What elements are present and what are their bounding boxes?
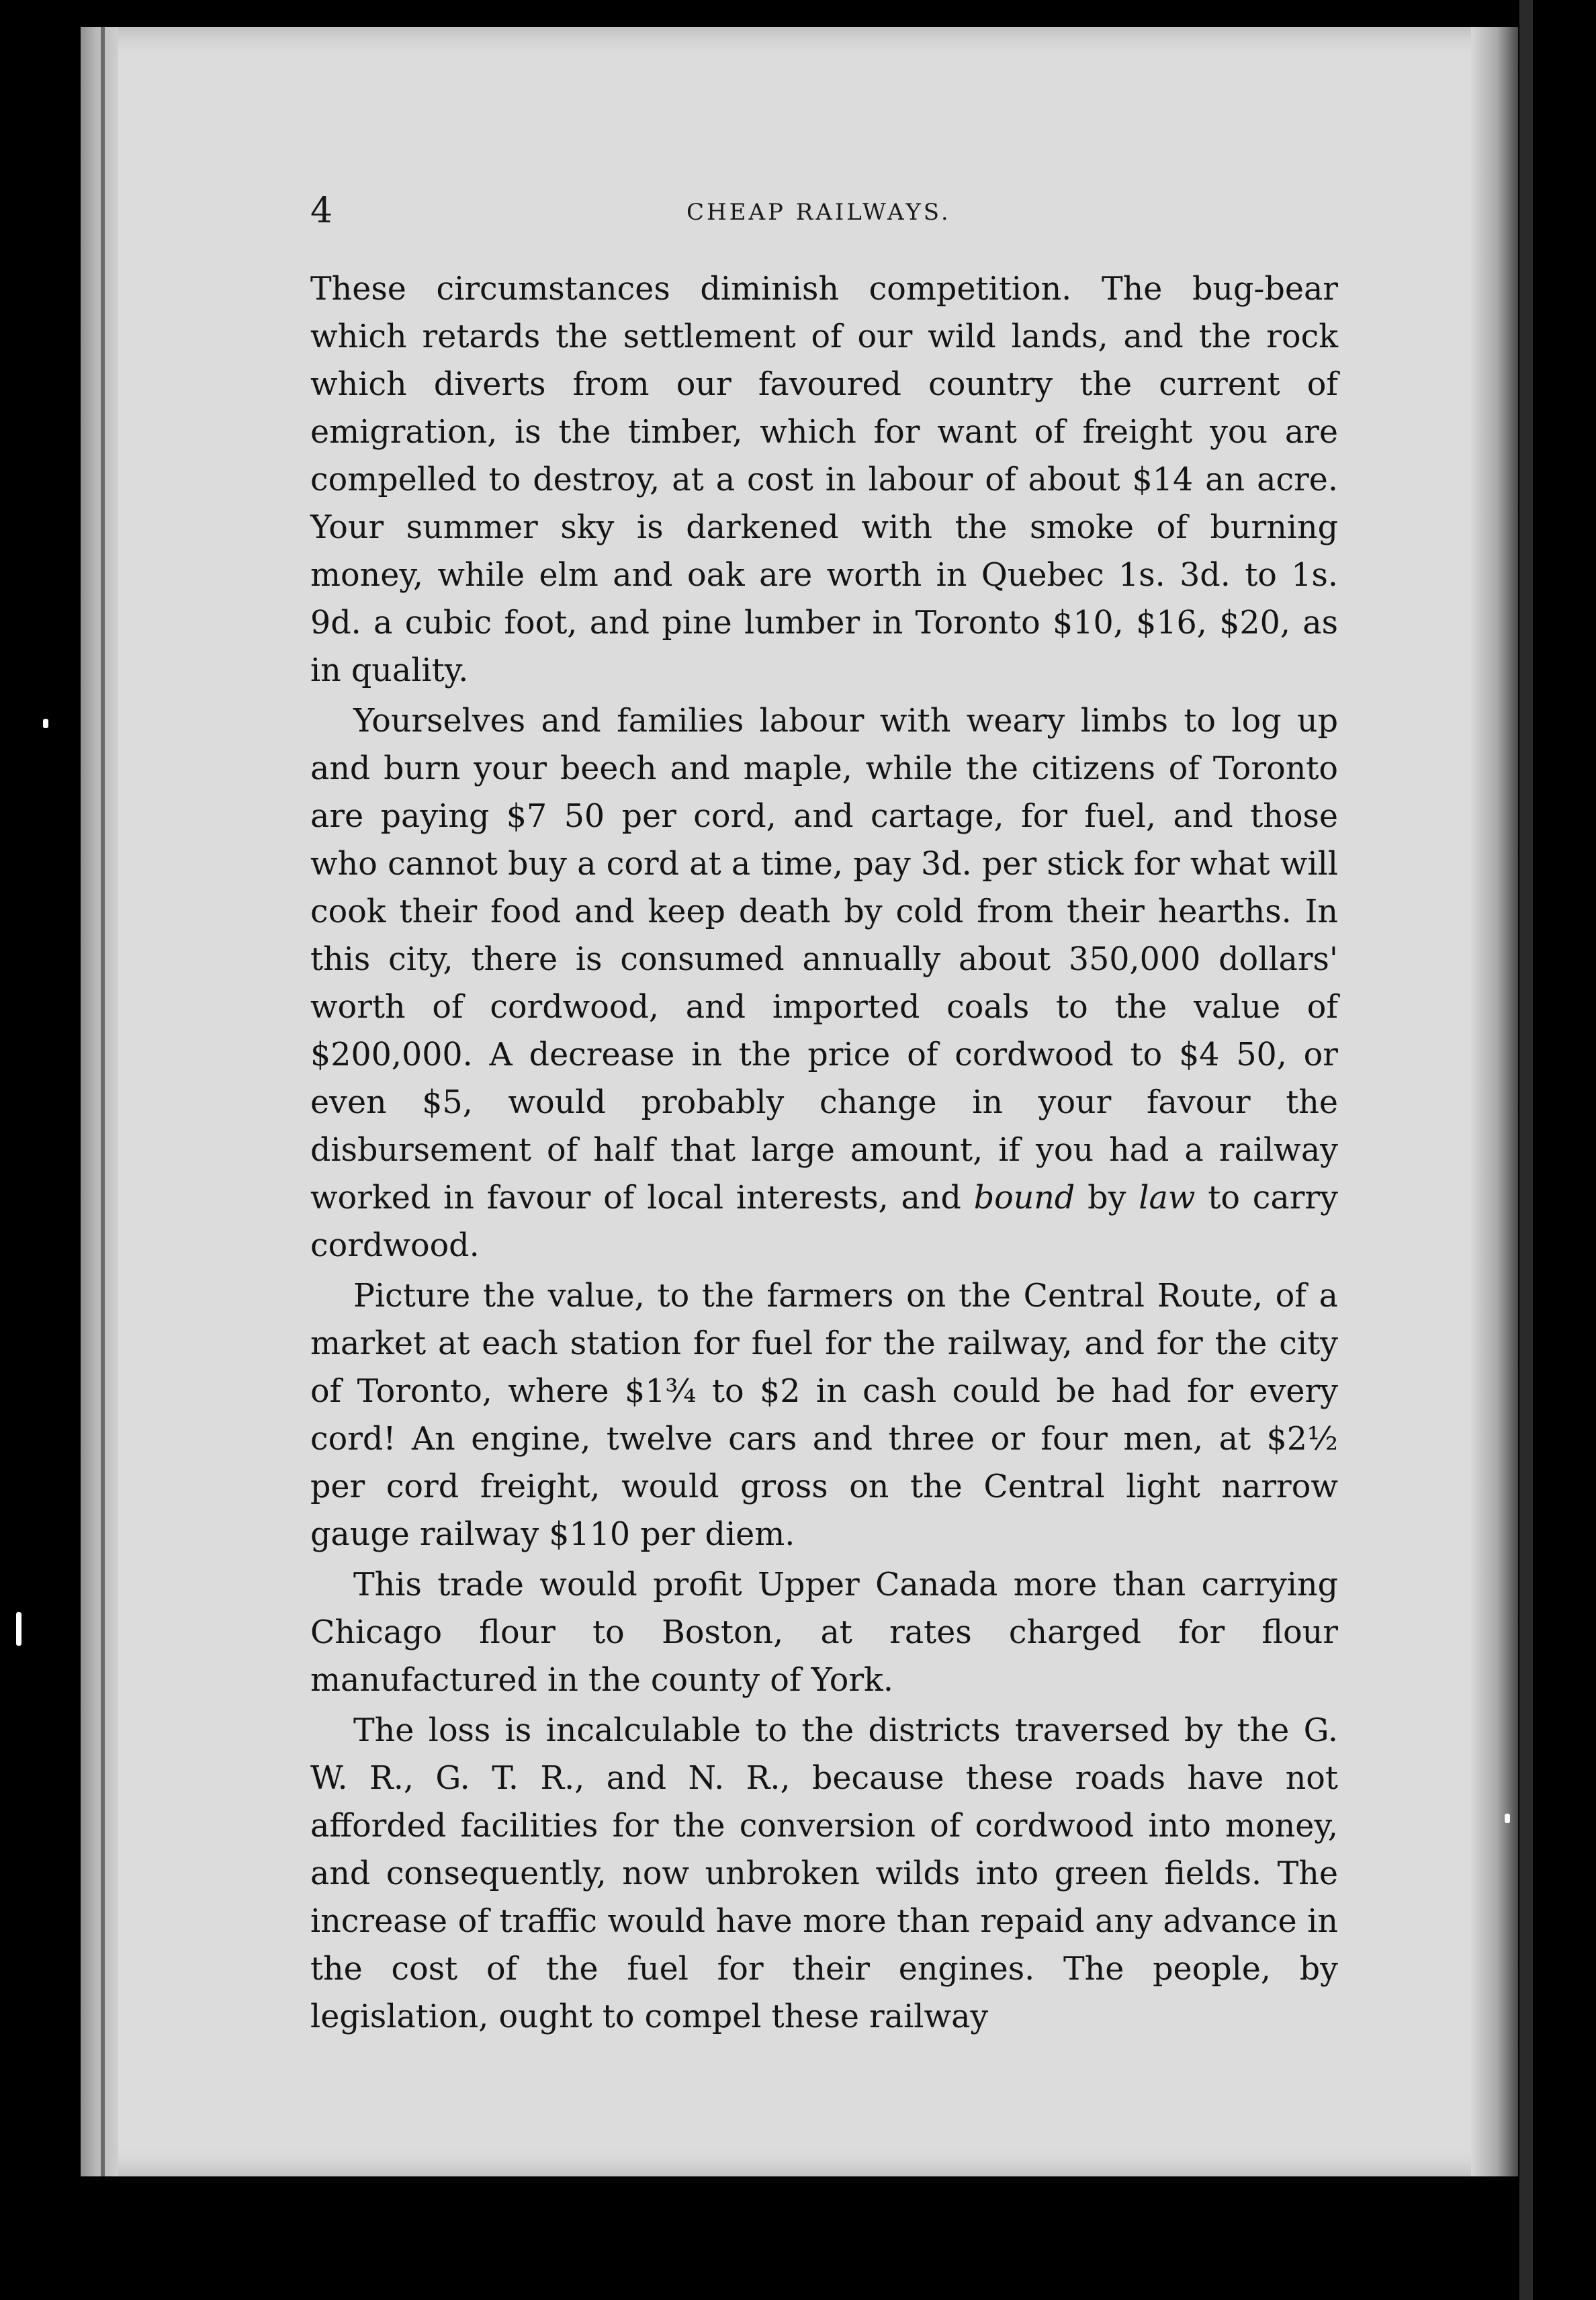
paragraph-2-middle: by xyxy=(1088,1180,1126,1217)
paragraph-3: Picture the value, to the farmers on the Central Route, of a market at each station for fuel for the railway, and for the city of Toronto, where $1¾ to $2 in cash could be had for every cord! An engine, twelve cars and three or four men, at $2½ per cord freight, would gross on the Central light narrow gauge railway $110 per diem. xyxy=(310,1278,1338,1553)
page-number: 4 xyxy=(310,191,333,231)
paragraph-1: These circumstances diminish competition. The bug-bear which retards the settlement of our wild lands, and the rock which diverts from our favoured country the current of emigration, is the timber, which for want of freight you are compelled to destroy, at a cost in labour of about $14 an acre. Your summer sky is darkened with the smoke of burning money, while elm and oak are worth in Quebec 1s. 3d. to 1s. 9d. a cubic foot, and pine lumber in Toronto $10, $16, $20, as in quality. xyxy=(310,271,1338,689)
paragraph-2 xyxy=(310,697,1338,1270)
running-title: CHEAP RAILWAYS. xyxy=(686,199,951,226)
page-spine-edge xyxy=(81,27,118,2176)
scan-speck xyxy=(43,719,48,728)
italic-word-law: law xyxy=(1139,1180,1196,1217)
page-fore-edge xyxy=(1471,27,1518,2176)
paragraph-4: This trade would profit Upper Canada more than carrying Chicago flour to Boston, at rates charged for flour manufactured in the county of York. xyxy=(310,1566,1338,1699)
scan-speck xyxy=(1505,1814,1510,1823)
body-text xyxy=(310,265,1338,2043)
italic-word-bound: bound xyxy=(973,1180,1075,1217)
paragraph-5: The loss is incalculable to the districts traversed by the G. W. R., G. T. R., and N. R., because these roads have not afforded facilities for the conversion of cordwood into money, and consequently, now unbroken wilds into green fields. The increase of traffic would have more than repaid any advance in the cost of the fuel for their engines. The people, by legislation, ought to compel these railway xyxy=(310,1712,1338,2035)
scan-speck xyxy=(16,1612,21,1646)
paragraph-2-end: to carry cordwood. xyxy=(310,1180,1338,1264)
paragraph-2-text: Yourselves and families labour with weary limbs to log up and burn your beech and maple, while the citizens of Toronto are paying $7 50 per cord, and cartage, for fuel, and those who cannot buy a cord at a time, pay 3d. per stick for what will cook their food and keep death by cold from their hearths. In this city, there is consumed annually about 350,000 dollars' worth of cordwood, and imported coals to the value of $200,000. A decrease in the price of cordwood to $4 50, or even $5, would probably change in your favour the disbursement of half that large amount, if you had a railway worked in favour of local interests, and xyxy=(310,703,1338,1217)
scan-right-border xyxy=(1519,0,1533,2300)
page-gutter-line xyxy=(101,27,105,2176)
page-header xyxy=(310,185,1345,239)
